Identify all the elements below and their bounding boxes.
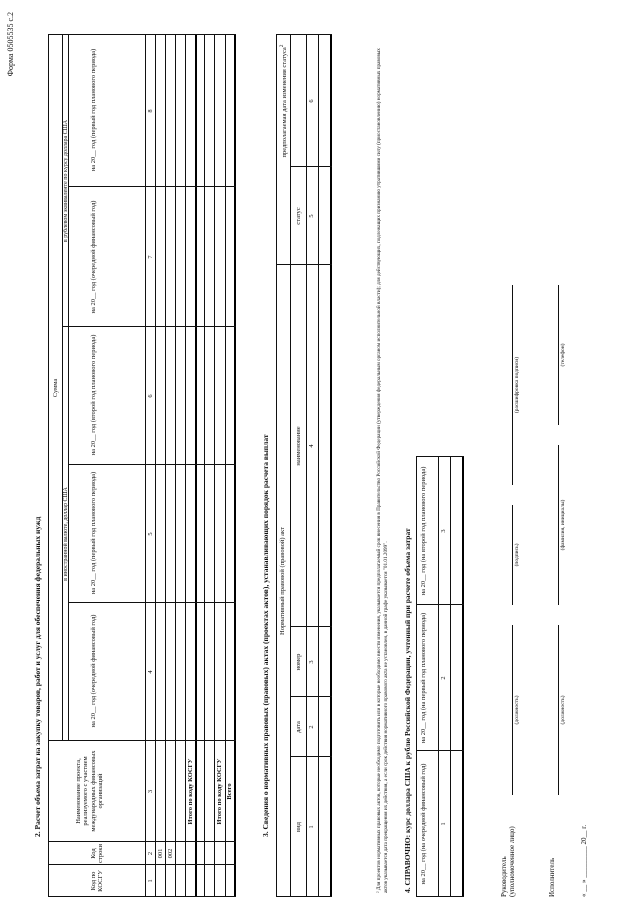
s3-num-2: 2 xyxy=(308,725,315,729)
executor-position-caption: (должность) xyxy=(560,695,566,725)
total-all: Всего xyxy=(226,783,233,800)
num-8: 8 xyxy=(147,109,154,113)
head-signature-caption: (подпись) xyxy=(514,543,520,567)
head-decoding-caption: (расшифровка подписи) xyxy=(514,356,520,414)
act-group: Нормативный правовой (правовой) акт xyxy=(279,527,286,635)
col-line-code: Код строки xyxy=(90,844,105,863)
form-number: Форма 0505535 с.2 xyxy=(6,12,15,77)
col-rub-y0: на 20__ год (очередной финансовый год) xyxy=(90,200,97,314)
col-name: наименование xyxy=(295,426,302,466)
col-type: вид xyxy=(295,822,302,832)
col-sum-y1: на 20__ год (первый год планового периода) xyxy=(90,471,97,595)
section3-title: 3. Сведения о нормативных правовых (правовых) актах (проектах актов), устанавливающих порядок расчета выплат xyxy=(261,434,270,837)
group-foreign: в иностранной валюте, доллар США xyxy=(63,487,69,581)
num-2: 2 xyxy=(147,851,154,856)
s3-num-4: 4 xyxy=(308,444,315,448)
col-status-date: предполагаемая дата изменения статуса$^2$ xyxy=(279,44,289,158)
col-sum-y0: на 20__ год (очередной финансовый год) xyxy=(90,614,97,728)
total-kosgu-1: Итого по коду КОСГУ xyxy=(187,758,194,825)
row-code-001: 001 xyxy=(157,848,164,859)
date-line: « __ » _________ 20__ г. xyxy=(580,824,588,897)
executor-label: Исполнитель xyxy=(548,857,556,897)
footnote: ² Для проектов нормативных правовых актов, которые необходимо подготовить или в которые необходимо внести изменения, указывается предполагаемый срок внесения в Правительство Российской Федерации (утверждения федеральным органом исполнительной власти); для действующих, подлежащих признанию утратившими силу (приостановлению) нормативных правовых актов указывается дата прекращения их действия, а если срок действия нормативного правового акта не установлен, в данной графе указывается "01.01.2099". xyxy=(376,48,389,893)
num-7: 7 xyxy=(147,255,154,259)
s4-col-y0: на 20__ год (на очередной финансовый год) xyxy=(420,763,427,885)
section4-title: 4. СПРАВОЧНО: курс доллара США к рублю Российской Федерации, учтенный при расчете объема затрат xyxy=(403,528,412,893)
num-3: 3 xyxy=(147,789,154,794)
head-position-caption: (должность) xyxy=(514,695,520,725)
s3-num-3: 3 xyxy=(308,660,315,664)
executor-phone-caption: (телефон) xyxy=(560,343,566,367)
s3-num-5: 5 xyxy=(308,214,315,218)
s3-num-1: 1 xyxy=(308,825,315,829)
s4-num-3: 3 xyxy=(440,529,447,533)
executor-fio-caption: (фамилия, инициалы) xyxy=(560,499,566,551)
s4-col-y2: на 20__ год (на второй год планового периода) xyxy=(420,466,427,596)
s3-num-6: 6 xyxy=(308,99,315,103)
col-kosgu: Код по КОСГУ xyxy=(90,870,105,892)
num-4: 4 xyxy=(147,670,154,674)
num-1: 1 xyxy=(147,879,154,883)
s4-num-1: 1 xyxy=(440,822,447,826)
num-5: 5 xyxy=(147,532,154,536)
col-date: дата xyxy=(295,721,302,733)
col-number: номер xyxy=(295,653,302,671)
col-sum: Сумма xyxy=(52,378,59,398)
num-6: 6 xyxy=(147,394,154,398)
s4-col-y1: на 20__ год (на первый год планового периода) xyxy=(420,612,427,744)
total-kosgu-2: Итого по коду КОСГУ xyxy=(216,758,223,825)
col-status: статус xyxy=(295,207,302,225)
col-project: Наименование проекта, реализуемого с участием международных финансовых организаций xyxy=(75,750,105,832)
col-sum-y2: на 20__ год (второй год планового периода) xyxy=(90,334,97,456)
group-rub: в рублевом эквиваленте по курсу доллара США xyxy=(63,119,69,243)
row-code-002: 002 xyxy=(167,848,174,859)
col-rub-y1: на 20__ год (первый год планового периода) xyxy=(90,48,97,172)
s4-num-2: 2 xyxy=(440,676,447,680)
head-label: Руководитель (уполномоченное лицо) xyxy=(500,826,517,897)
section2-title: 2. Расчет объема затрат на закупку товаров, работ и услуг для обеспечения федеральных нужд xyxy=(33,516,42,837)
